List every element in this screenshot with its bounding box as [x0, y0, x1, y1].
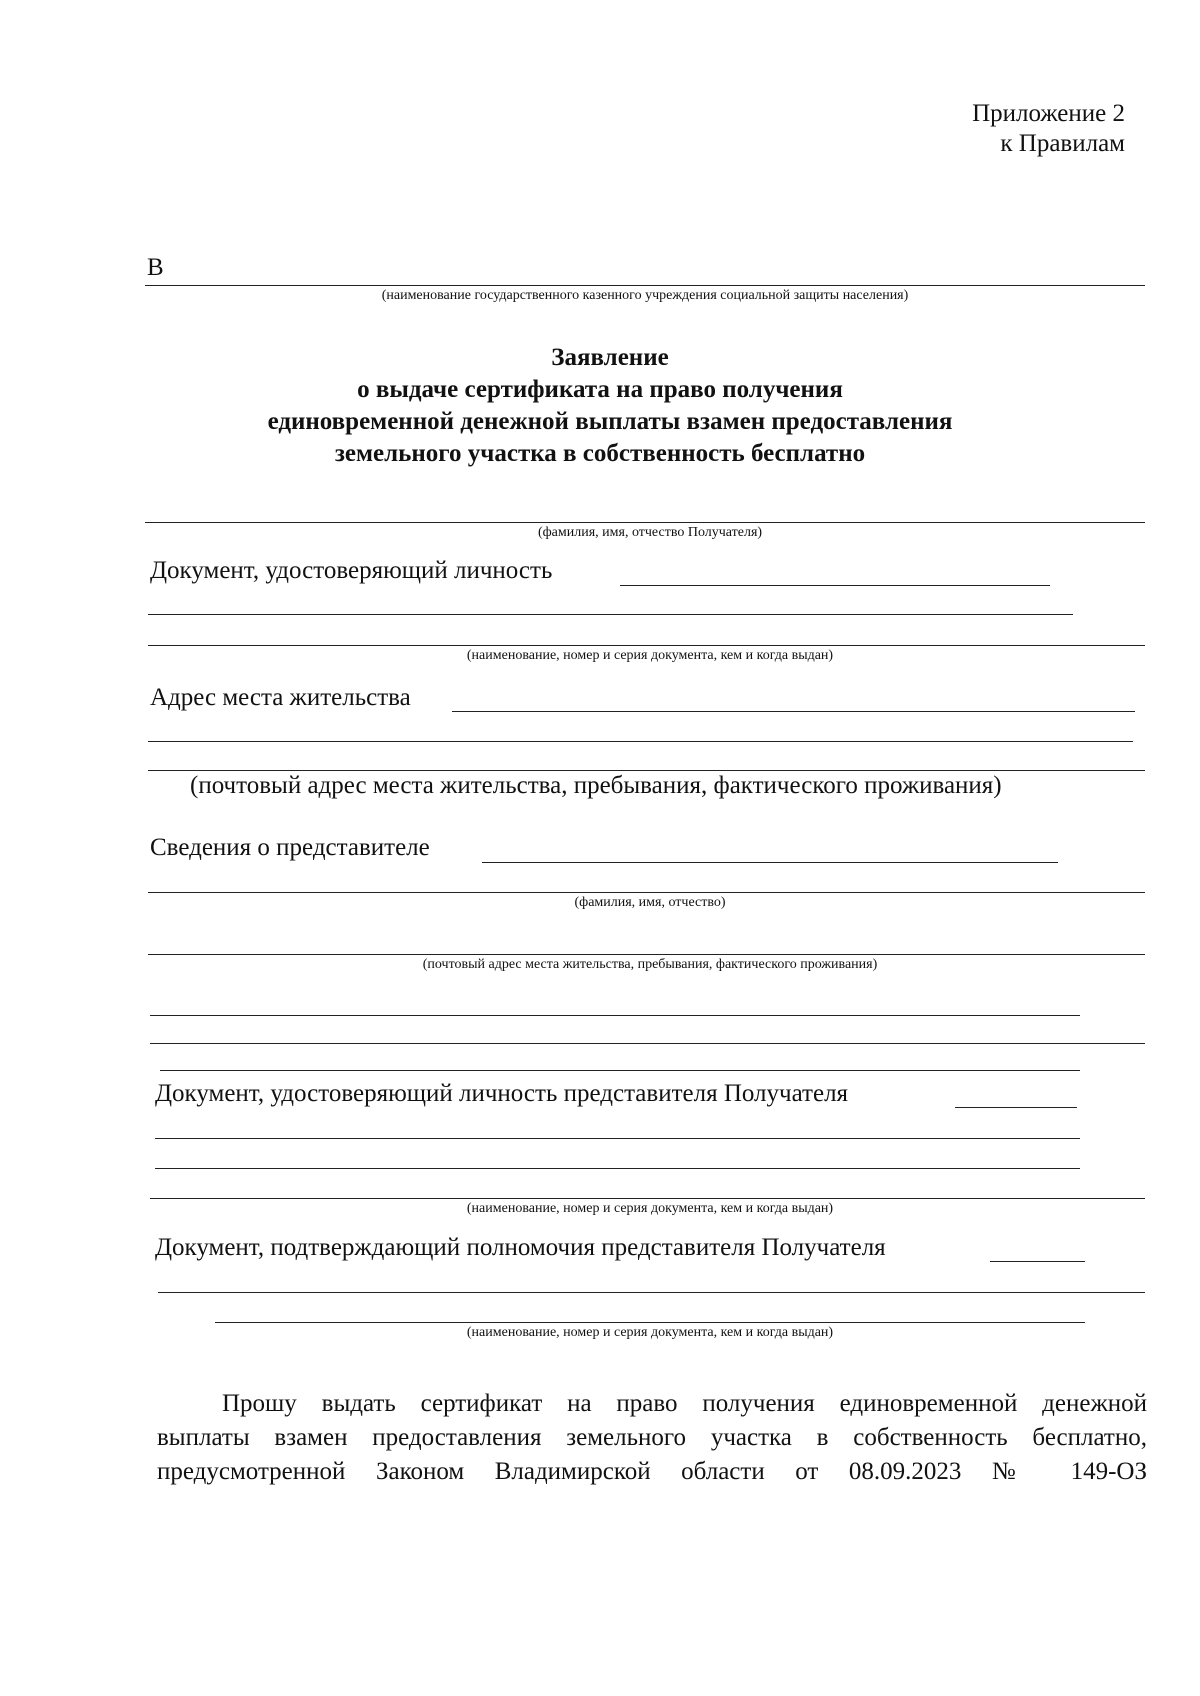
addressee-prefix: В	[147, 254, 164, 281]
representative-info-field[interactable]	[482, 862, 1058, 863]
representative-id-doc-field-4[interactable]	[150, 1198, 1145, 1199]
representative-address-field-4[interactable]	[160, 1070, 1080, 1071]
applicant-id-doc-field-2[interactable]	[148, 614, 1073, 615]
request-line-3: предусмотренной Законом Владимирской области от 08.09.2023 № 149-ОЗ	[157, 1458, 1147, 1485]
applicant-id-doc-caption: (наименование, номер и серия документа, кем и когда выдан)	[466, 648, 834, 663]
representative-authority-doc-field-1[interactable]	[990, 1261, 1085, 1262]
representative-authority-doc-field-3[interactable]	[215, 1322, 1085, 1323]
representative-label: Сведения о представителе	[150, 834, 430, 861]
representative-name-field[interactable]	[148, 892, 1145, 893]
applicant-address-field-3[interactable]	[148, 770, 1145, 771]
document-subtitle-line2: единовременной денежной выплаты взамен предоставления	[267, 408, 953, 435]
addressee-field[interactable]	[145, 285, 1145, 286]
applicant-address-field-2[interactable]	[148, 741, 1133, 742]
representative-address-field-3[interactable]	[150, 1043, 1145, 1044]
representative-authority-doc-label: Документ, подтверждающий полномочия представителя Получателя	[155, 1234, 886, 1261]
appendix-number: Приложение 2	[972, 100, 1125, 127]
representative-authority-doc-caption: (наименование, номер и серия документа, кем и когда выдан)	[466, 1325, 834, 1340]
appendix-reference: к Правилам	[1000, 130, 1125, 157]
representative-address-field-1[interactable]	[148, 954, 1145, 955]
applicant-name-caption: (фамилия, имя, отчество Получателя)	[537, 525, 763, 540]
document-subtitle-line1: о выдаче сертификата на право получения	[357, 376, 843, 403]
representative-address-field-2[interactable]	[150, 1015, 1080, 1016]
representative-id-doc-caption: (наименование, номер и серия документа, кем и когда выдан)	[466, 1201, 834, 1216]
request-line-1: Прошу выдать сертификат на право получения единовременной денежной	[222, 1390, 1147, 1417]
applicant-id-doc-label: Документ, удостоверяющий личность	[150, 557, 553, 584]
addressee-caption: (наименование государственного казенного учреждения социальной защиты населения)	[381, 288, 909, 303]
representative-address-caption: (почтовый адрес места жительства, пребывания, фактического проживания)	[422, 957, 878, 972]
representative-id-doc-label: Документ, удостоверяющий личность представителя Получателя	[155, 1080, 849, 1107]
representative-id-doc-field-2[interactable]	[155, 1138, 1080, 1139]
applicant-address-caption: (почтовый адрес места жительства, пребывания, фактического проживания)	[190, 772, 1002, 799]
applicant-address-label: Адрес места жительства	[150, 684, 411, 711]
representative-id-doc-field-1[interactable]	[955, 1107, 1077, 1108]
document-subtitle-line3: земельного участка в собственность бесплатно	[334, 440, 866, 467]
applicant-name-field[interactable]	[145, 522, 1145, 523]
representative-id-doc-field-3[interactable]	[155, 1168, 1080, 1169]
document-title: Заявление	[551, 344, 669, 371]
applicant-id-doc-field-1[interactable]	[620, 585, 1050, 586]
representative-name-caption: (фамилия, имя, отчество)	[574, 895, 726, 910]
applicant-address-field-1[interactable]	[452, 711, 1135, 712]
request-paragraph	[157, 1387, 1147, 1489]
applicant-id-doc-field-3[interactable]	[148, 645, 1145, 646]
representative-authority-doc-field-2[interactable]	[158, 1292, 1145, 1293]
request-line-2: выплаты взамен предоставления земельного участка в собственность бесплатно,	[157, 1424, 1147, 1451]
